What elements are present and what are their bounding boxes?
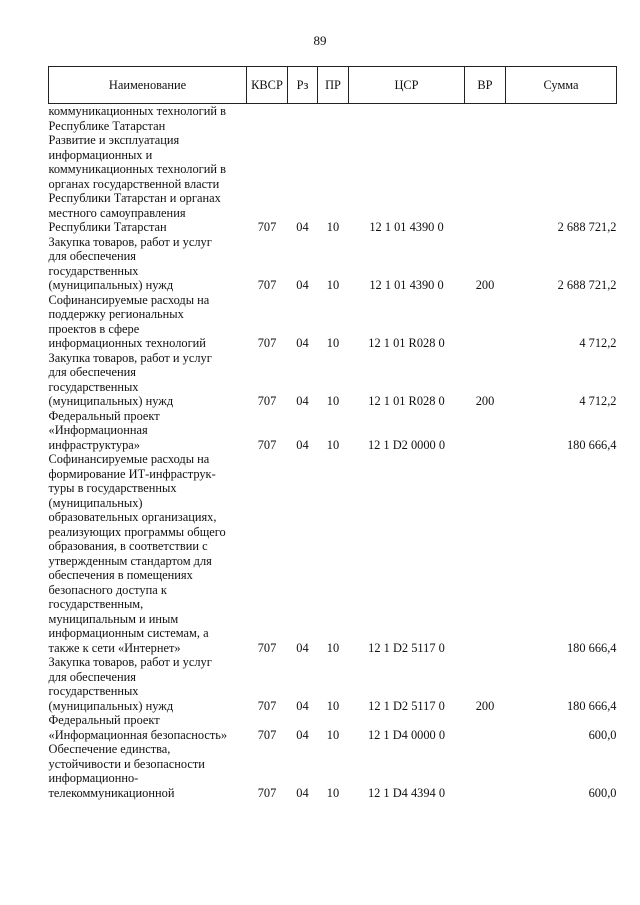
cell-csr: 12 1 01 4390 0 xyxy=(369,278,444,292)
table-row xyxy=(49,655,617,713)
cell-kvsr: 707 xyxy=(257,336,277,350)
cell-sum: 2 688 721,2 xyxy=(557,220,617,234)
cell-kvsr: 707 xyxy=(257,220,277,234)
budget-table xyxy=(48,66,617,800)
cell-name-line: Развитие и эксплуатация xyxy=(48,133,180,147)
cell-kvsr: 707 xyxy=(257,278,277,292)
cell-rz xyxy=(288,104,318,134)
column-header-sum: Сумма xyxy=(506,67,617,104)
cell-sum: 180 666,4 xyxy=(566,698,617,713)
cell-sum: 4 712,2 xyxy=(579,336,617,350)
table-row xyxy=(49,351,617,409)
cell-pr: 10 xyxy=(326,437,340,452)
cell-kvsr xyxy=(247,104,288,134)
cell-rz: 04 xyxy=(296,640,309,655)
cell-name-line: Софинансируемые расходы на xyxy=(48,452,210,466)
cell-name-line: «Информационная xyxy=(48,423,148,437)
cell-name-line: проектов в сфере xyxy=(48,321,140,336)
cell-pr: 10 xyxy=(326,336,340,350)
cell-sum: 4 712,2 xyxy=(579,394,617,408)
cell-rz: 04 xyxy=(296,437,309,452)
cell-vr xyxy=(465,104,506,134)
cell-name-line: образовательных организациях, xyxy=(48,510,217,524)
page-number: 89 xyxy=(313,33,327,48)
cell-name xyxy=(49,655,247,713)
table-header xyxy=(49,67,617,104)
cell-name-line: (муниципальных) нужд xyxy=(48,698,174,713)
cell-rz: 04 xyxy=(296,727,309,742)
cell-csr: 12 1 D2 5117 0 xyxy=(368,640,445,655)
cell-name-line: утвержденным стандартом для xyxy=(48,553,212,568)
cell-name-line: Закупка товаров, работ и услуг xyxy=(48,655,212,669)
cell-pr: 10 xyxy=(326,394,340,408)
cell-sum: 2 688 721,2 xyxy=(557,278,617,292)
cell-name-line: Федеральный проект xyxy=(48,713,160,727)
cell-csr: 12 1 D4 4394 0 xyxy=(367,785,446,800)
cell-pr: 10 xyxy=(326,785,340,800)
cell-name-line: информационных и xyxy=(48,147,153,162)
cell-pr: 10 xyxy=(326,727,340,742)
cell-name-line: информационно- xyxy=(48,771,139,785)
cell-name-line: Закупка товаров, работ и услуг xyxy=(48,350,212,365)
cell-kvsr: 707 xyxy=(257,727,277,742)
cell-name-line: Республики Татарстан xyxy=(48,220,167,234)
cell-name-line: телекоммуникационной xyxy=(48,785,175,800)
cell-name-line: (муниципальных) xyxy=(48,495,143,510)
cell-csr: 12 1 01 R028 0 xyxy=(368,394,445,408)
cell-name-line: коммуникационных технологий в xyxy=(48,162,226,176)
cell-rz: 04 xyxy=(296,394,309,408)
cell-sum: 180 666,4 xyxy=(566,640,617,655)
cell-kvsr: 707 xyxy=(257,785,277,800)
cell-name-line: коммуникационных технологий в xyxy=(48,104,226,118)
cell-sum: 180 666,4 xyxy=(566,437,617,452)
cell-name xyxy=(49,351,247,409)
cell-name-line: Софинансируемые расходы на xyxy=(48,292,210,307)
cell-name-line: инфраструктура» xyxy=(48,437,140,452)
table-row xyxy=(49,742,617,800)
cell-vr xyxy=(465,133,506,235)
cell-name-line: местного самоуправления xyxy=(48,205,186,220)
table-row xyxy=(49,133,617,235)
cell-name-line: обеспечения в помещениях xyxy=(48,568,193,582)
cell-name-line: Республике Татарстан xyxy=(48,118,166,133)
cell-name-line: государственных xyxy=(48,684,139,698)
cell-name-line: для обеспечения xyxy=(48,365,136,379)
cell-pr xyxy=(318,104,349,134)
table-row xyxy=(49,452,617,655)
table-body xyxy=(49,104,617,801)
cell-name-line: туры в государственных xyxy=(48,481,177,495)
column-header-csr: ЦСР xyxy=(349,67,465,104)
cell-kvsr: 707 xyxy=(257,437,277,452)
table-row xyxy=(49,293,617,351)
cell-name xyxy=(49,713,247,742)
cell-vr: 200 xyxy=(475,278,495,292)
cell-kvsr: 707 xyxy=(257,640,277,655)
cell-sum: 600,0 xyxy=(588,785,617,800)
cell-pr: 10 xyxy=(326,698,340,713)
cell-name-line: Закупка товаров, работ и услуг xyxy=(48,234,212,249)
cell-sum xyxy=(506,104,617,134)
cell-name-line: Республики Татарстан и органах xyxy=(48,191,221,205)
cell-name xyxy=(49,409,247,453)
cell-name-line: безопасного доступа к xyxy=(48,582,167,597)
cell-name xyxy=(49,742,247,800)
column-header-name: Наименование xyxy=(49,67,247,104)
cell-csr xyxy=(349,104,465,134)
cell-sum: 600,0 xyxy=(588,727,617,742)
column-header-rz: Рз xyxy=(288,67,318,104)
cell-vr xyxy=(465,452,506,655)
cell-name-line: «Информационная безопасность» xyxy=(48,727,228,742)
cell-name-line: органах государственной власти xyxy=(48,176,220,191)
cell-vr: 200 xyxy=(475,394,495,408)
cell-pr: 10 xyxy=(326,640,340,655)
cell-name-line: государственным, xyxy=(48,597,144,611)
cell-name-line: информационным системам, а xyxy=(48,626,209,640)
cell-name xyxy=(49,293,247,351)
cell-name-line: информационных технологий xyxy=(48,336,206,350)
cell-vr: 200 xyxy=(475,698,495,713)
cell-rz: 04 xyxy=(296,785,309,800)
cell-name-line: Обеспечение единства, xyxy=(48,742,171,756)
cell-vr xyxy=(465,409,506,453)
cell-rz: 04 xyxy=(296,698,309,713)
cell-name-line: государственных xyxy=(48,379,139,394)
cell-name xyxy=(49,104,247,134)
cell-csr: 12 1 01 R028 0 xyxy=(368,336,445,350)
cell-kvsr: 707 xyxy=(257,698,277,713)
cell-pr: 10 xyxy=(326,220,340,234)
cell-rz: 04 xyxy=(296,220,309,234)
cell-csr: 12 1 D4 0000 0 xyxy=(367,727,446,742)
cell-name-line: Федеральный проект xyxy=(48,408,160,423)
column-header-kvsr: КВСР xyxy=(247,67,288,104)
cell-name-line: реализующих программы общего xyxy=(48,524,226,539)
cell-csr: 12 1 01 4390 0 xyxy=(369,220,444,234)
cell-name-line: муниципальным и иным xyxy=(48,611,179,626)
cell-rz: 04 xyxy=(296,336,309,350)
table-row xyxy=(49,409,617,453)
table-row xyxy=(49,713,617,742)
cell-name xyxy=(49,133,247,235)
cell-name xyxy=(49,235,247,293)
cell-name-line: устойчивости и безопасности xyxy=(48,756,205,771)
cell-name-line: (муниципальных) нужд xyxy=(48,278,174,292)
cell-vr xyxy=(465,713,506,742)
cell-name-line: также к сети «Интернет» xyxy=(48,640,181,655)
cell-name-line: для обеспечения xyxy=(48,249,136,263)
cell-kvsr: 707 xyxy=(257,394,277,408)
cell-pr: 10 xyxy=(326,278,340,292)
table-row xyxy=(49,235,617,293)
cell-name-line: формирование ИТ-инфраструк- xyxy=(48,466,216,481)
column-header-vr: ВР xyxy=(465,67,506,104)
cell-name-line: поддержку региональных xyxy=(48,307,184,321)
cell-name-line: образования, в соответствии с xyxy=(48,539,208,553)
table-row xyxy=(49,104,617,134)
column-header-pr: ПР xyxy=(318,67,349,104)
cell-name xyxy=(49,452,247,655)
cell-name-line: (муниципальных) нужд xyxy=(48,394,174,408)
cell-name-line: государственных xyxy=(48,263,139,278)
cell-name-line: для обеспечения xyxy=(48,669,136,684)
cell-csr: 12 1 D2 0000 0 xyxy=(367,437,446,452)
cell-rz: 04 xyxy=(296,278,309,292)
cell-csr: 12 1 D2 5117 0 xyxy=(368,698,445,713)
cell-vr xyxy=(465,742,506,800)
cell-vr xyxy=(465,293,506,351)
